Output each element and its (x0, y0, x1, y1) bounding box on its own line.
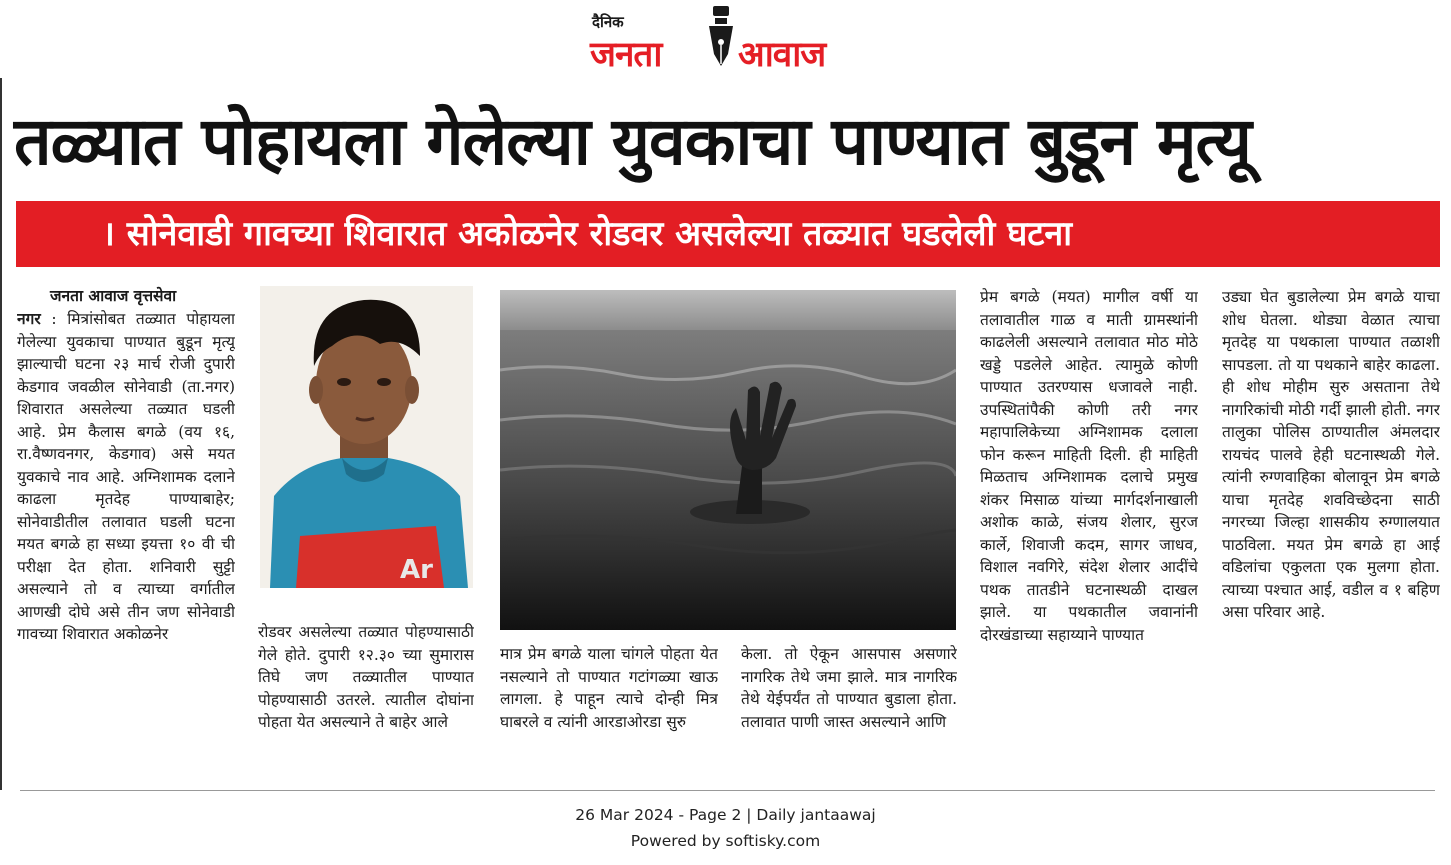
article-column-5: प्रेम बगळे (मयत) मागील वर्षी या तलावातील गाळ व माती ग्रामस्थांनी काढलेली असल्याने तलावात मोठ मोठे खड्डे पडलेले आहेत. त्यामुळे कोणी पाण्यात उतरण्यास धजावले नाही. उपस्थितांपैकी कोणी तरी नगर महापालिकेच्या अग्निशामक दलाला फोन करून माहिती दिली. ही माहिती मिळताच अग्निशामक दलाचे प्रमुख शंकर मिसाळ यांच्या मार्गदर्शनाखाली अशोक काळे, संजय शेलार, सुरज कार्ले, शिवाजी कदम, सागर जाधव, विशाल नवगिरे, संदेश शेलार आदींचे पथक तातडीने घटनास्थळी दाखल झाले. या पथकातील जवानांनी दोरखंडाच्या सहाय्याने पाण्यात (980, 288, 1198, 644)
svg-text:Ar: Ar (400, 555, 433, 585)
drowning-hand-photo (500, 290, 956, 630)
victim-photo (260, 286, 473, 588)
masthead-name-part2: आवाज (738, 35, 826, 75)
masthead-logo (588, 4, 878, 75)
article-column-3: मात्र प्रेम बगळे याला चांगले पोहता येत नसल्याने तो पाण्यात गटांगळ्या खाऊ लागला. हे पाहून त्याचे दोन्ही मित्र घाबरले व त्यांनी आरडाओरडा सुरु (500, 645, 718, 731)
masthead-daily: दैनिक (592, 13, 624, 31)
dateline-place: नगर (17, 309, 41, 328)
byline: जनता आवाज वृत्तसेवा (50, 287, 177, 305)
footer-rule (20, 790, 1435, 791)
article-column-1-text: : मित्रांसोबत तळ्यात पोहायला गेलेल्या युवकाचा पाण्यात बुडून मृत्यू झाल्याची घटना २३ मार्च रोजी दुपारी केडगाव जवळील सोनेवाडी (ता.नगर) शिवारात असलेल्या तळ्यात घडली आहे. प्रेम कैलास बगळे (वय १६, रा.वैष्णवनगर, केडगाव) असे मयत युवकाचे नाव आहे. अग्निशामक दलाने काढला मृतदेह पाण्याबाहेर; सोनेवाडीतील तलावात घडली घटना मयत बगळे हा सध्या इयत्ता १० वी ची परीक्षा देत होता. शनिवारी सुट्टी असल्याने तो व त्याच्या वर्गातील आणखी दोघे असे तीन जण सोनेवाडी गावच्या शिवारात अकोळनेर (17, 310, 235, 643)
headline: तळ्यात पोहायला गेलेल्या युवकाचा पाण्यात बुडून मृत्यू (14, 103, 1251, 180)
left-border-rule (0, 78, 2, 790)
drowning-hand-illustration (500, 290, 956, 630)
article-column-1 (17, 308, 235, 776)
article-column-6: उड्या घेत बुडालेल्या प्रेम बगळे याचा शोध घेतला. थोड्या वेळात त्याचा मृतदेह या पथकाला पाण्यात तळाशी सापडला. तो या पथकाने बाहेर काढला. ही शोध मोहीम सुरु असताना तेथे नागरिकांची मोठी गर्दी झाली होती. नगर तालुका पोलिस ठाण्यातील अंमलदार रायचंद पालवे हेही घटनास्थळी गेले. त्यांनी रुग्णवाहिका बोलावून प्रेम बगळे याचा मृतदेह शवविच्छेदना साठी नगरच्या जिल्हा शासकीय रुग्णालयात पाठविला. मयत प्रेम बगळे हा आई वडिलांचा एकुलता एक मुलगा होता. त्याच्या पश्चात आई, वडील व १ बहिण असा परिवार आहे. (1222, 288, 1440, 621)
masthead-name-part1: जनता (590, 35, 662, 75)
article-column-2: रोडवर असलेल्या तळ्यात पोहण्यासाठी गेले होते. दुपारी १२.३० च्या सुमारास तिघे जण तळ्यातील पाण्यात पोहण्यासाठी उतरले. त्यातील दोघांना पोहता येत असल्याने ते बाहेर आले (258, 623, 474, 731)
victim-portrait-illustration (260, 286, 473, 588)
edition-info: 26 Mar 2024 - Page 2 | Daily jantaawaj (575, 806, 876, 824)
powered-by-link[interactable]: Powered by softisky.com (630, 832, 821, 850)
article-column-4: केला. तो ऐकून आसपास असणारे नागरिक तेथे जमा झाले. मात्र नागरिक तेथे येईपर्यंत तो पाण्यात बुडाला होता. तलावात पाणी जास्त असल्याने आणि (741, 645, 957, 731)
subheadline-banner: । सोनेवाडी गावच्या शिवारात अकोळनेर रोडवर असलेल्या तळ्यात घडलेली घटना (16, 201, 1440, 267)
pen-nib-icon (704, 4, 738, 68)
